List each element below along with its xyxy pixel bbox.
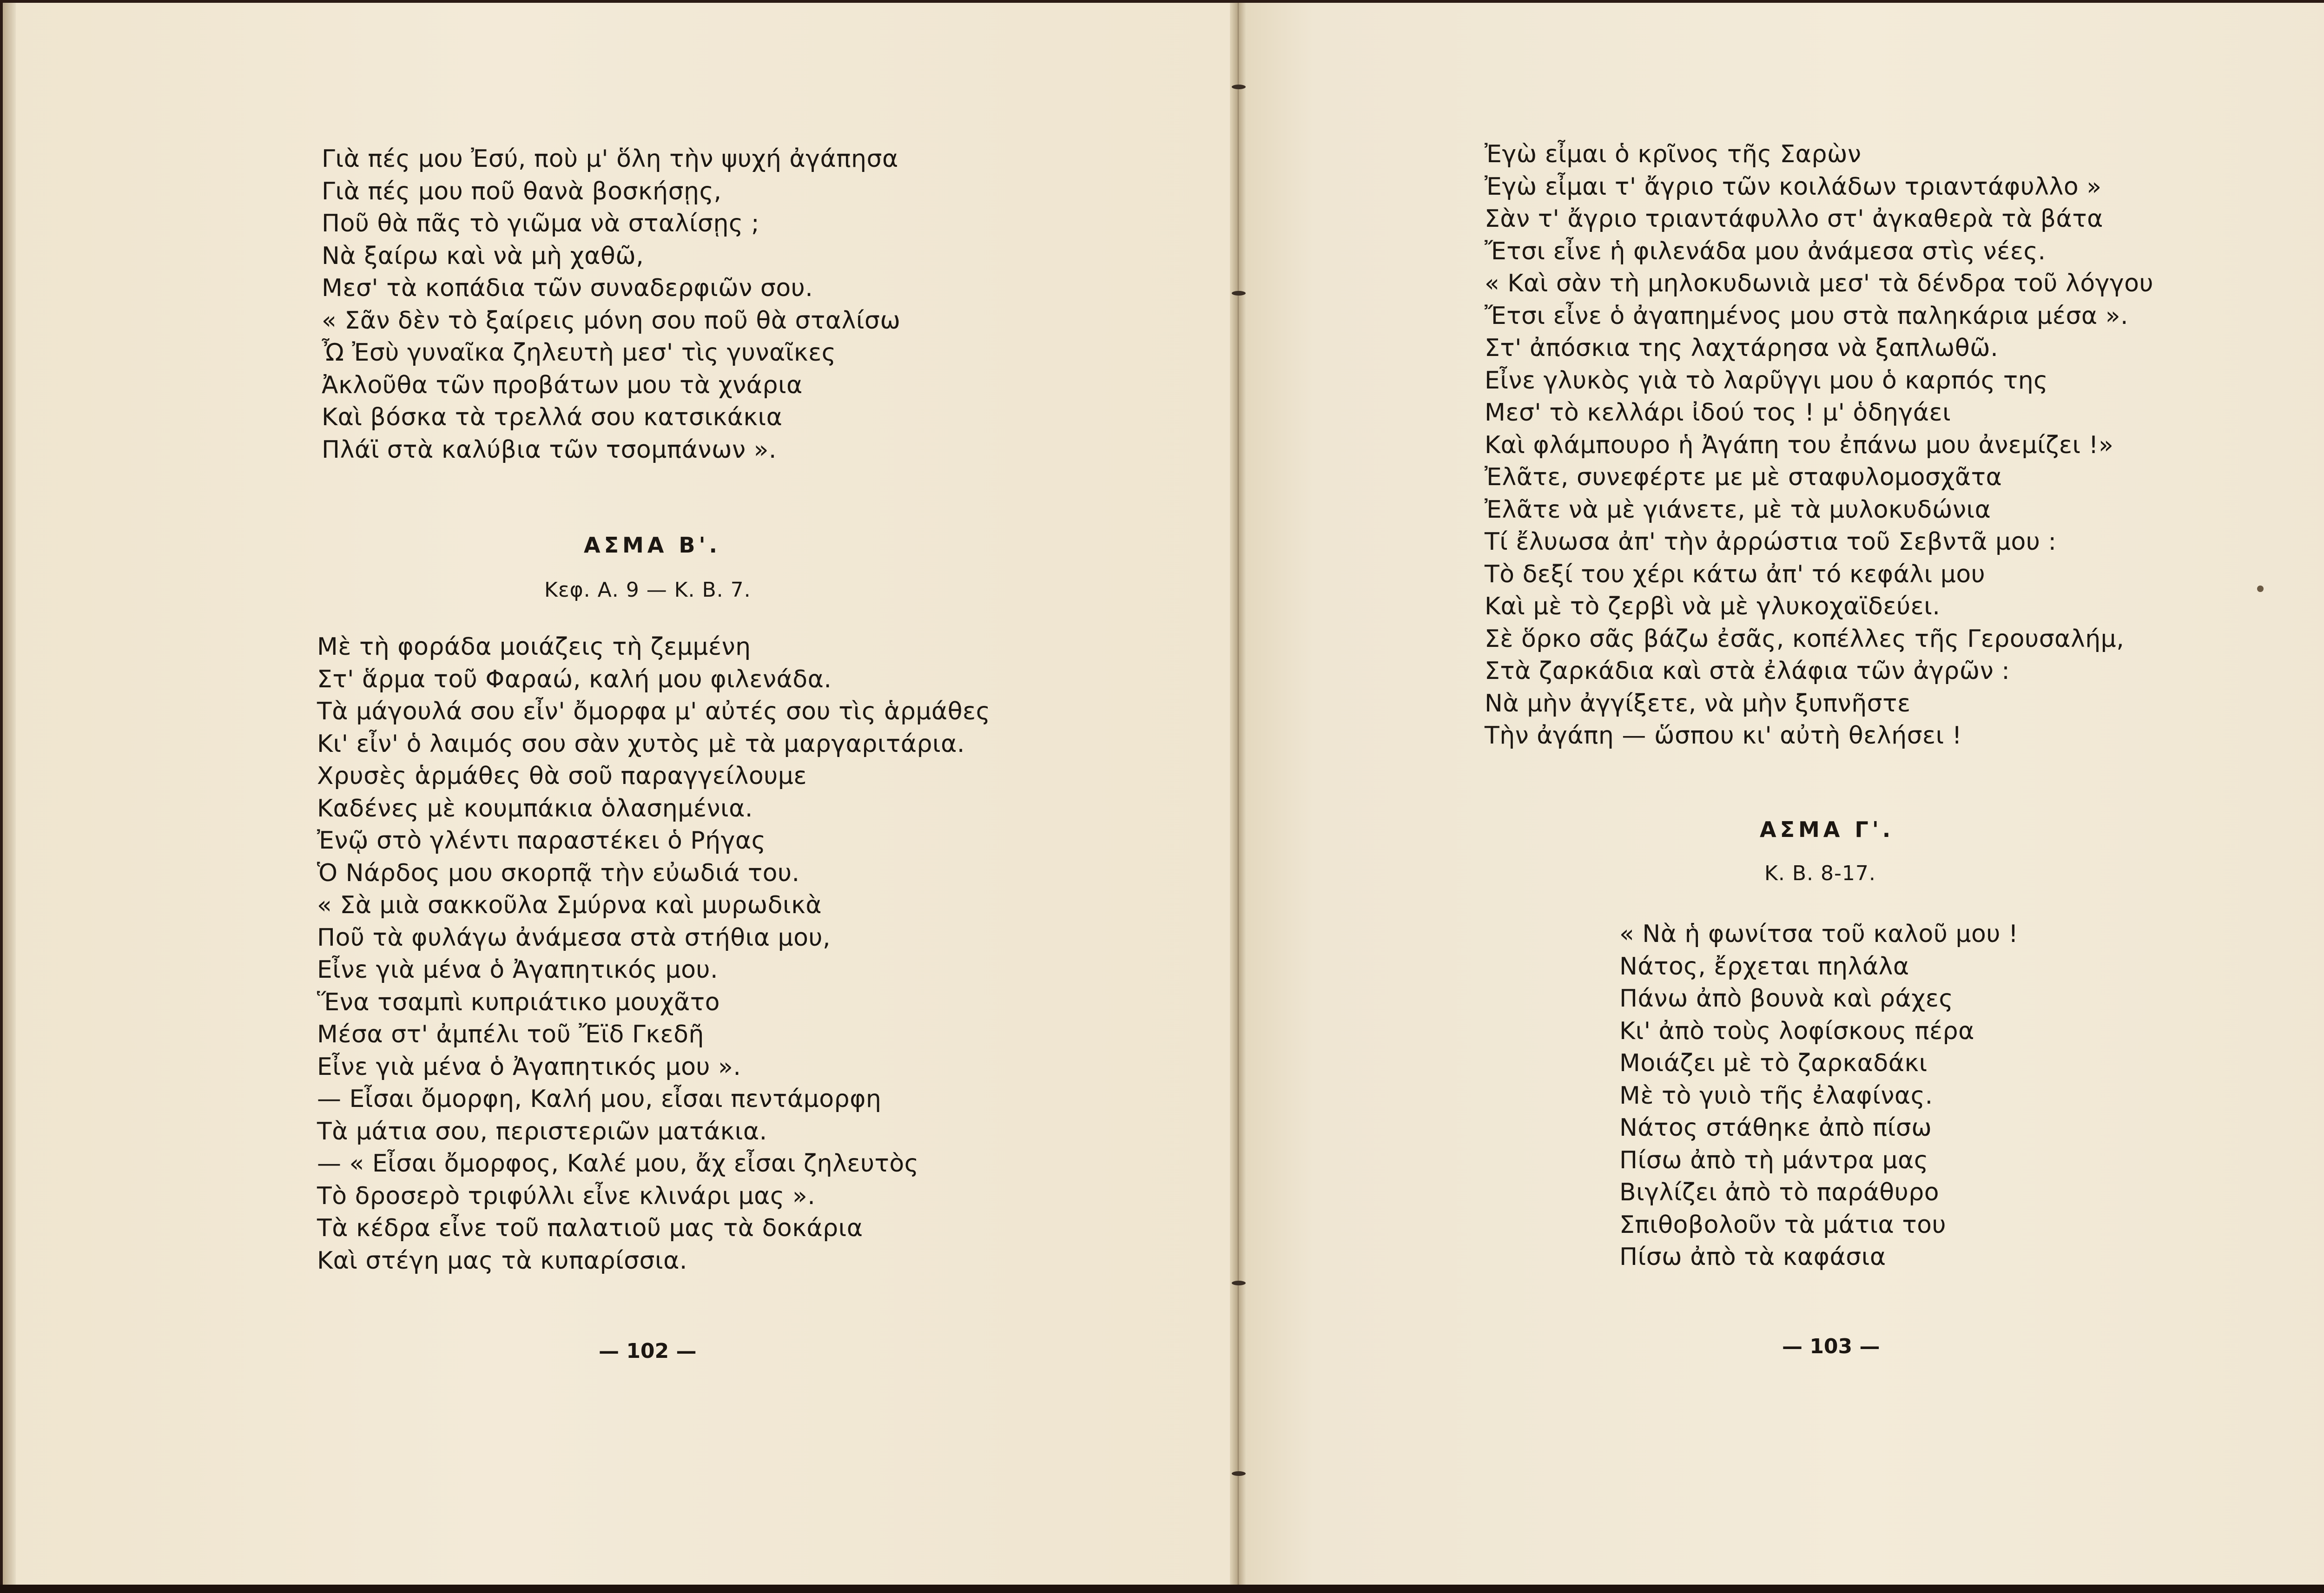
text-line: Σὰν τ' ἄγριο τριαντάφυλλο στ' ἀγκαθερὰ τὰ βάτα [1485, 205, 2103, 233]
text-line: Τὰ μάγουλά σου εἶν' ὄμορφα μ' αὐτές σου τὶς ἁρμάθες [317, 698, 990, 725]
text-line: Πάνω ἀπὸ βουνὰ καὶ ράχες [1619, 985, 1954, 1013]
text-line: Μὲ τὴ φοράδα μοιάζεις τὴ ζεμμένη [317, 633, 751, 661]
text-line: — « Εἶσαι ὄμορφος, Καλέ μου, ἄχ εἶσαι ζηλευτὸς [317, 1150, 919, 1178]
text-line: Καδένες μὲ κουμπάκια ὁλασημένια. [317, 794, 753, 823]
text-line: Γιὰ πές μου ποῦ θανὰ βοσκήσῃς, [322, 177, 722, 205]
text-line: Εἶνε γιὰ μένα ὁ Ἀγαπητικός μου. [317, 956, 719, 984]
text-line: Νὰ μὴν ἀγγίξετε, νὰ μὴν ξυπνῆστε [1485, 689, 1911, 718]
text-line: Βιγλίζει ἀπὸ τὸ παράθυρο [1619, 1178, 1940, 1206]
text-line: Ἐγὼ εἶμαι τ' ἄγριο τῶν κοιλάδων τριαντάφυλλο » [1485, 172, 2102, 201]
text-line: Πίσω ἀπὸ τὴ μάντρα μας [1619, 1146, 1928, 1174]
text-line: Κι' εἶν' ὁ λαιμός σου σὰν χυτὸς μὲ τὰ μαργαριτάρια. [317, 730, 965, 758]
text-line: Νάτος, ἔρχεται πηλάλα [1619, 952, 1909, 981]
text-line: Τὸ δροσερὸ τριφύλλι εἶνε κλινάρι μας ». [317, 1182, 816, 1210]
text-line: Ἐλᾶτε, συνεφέρτε με μὲ σταφυλομοσχᾶτα [1485, 463, 2002, 491]
text-line: Καὶ μὲ τὸ ζερβὶ νὰ μὲ γλυκοχαϊδεύει. [1485, 592, 1941, 620]
text-line: Εἶνε γλυκὸς γιὰ τὸ λαρῦγγι μου ὁ καρπός της [1485, 366, 2048, 395]
poem-main [1485, 138, 2153, 752]
text-line: Στ' ἅρμα τοῦ Φαραώ, καλή μου φιλενάδα. [317, 665, 832, 693]
book-gutter [1230, 3, 1247, 1585]
text-line: « Καὶ σὰν τὴ μηλοκυδωνιὰ μεσ' τὰ δένδρα τοῦ λόγγου [1485, 270, 2154, 297]
text-line: Μεσ' τὰ κοπάδια τῶν συναδερφιῶν σου. [322, 274, 813, 302]
text-line: « Σᾶν δὲν τὸ ξαίρεις μόνη σου ποῦ θὰ σταλίσω [322, 306, 901, 335]
text-line: Ποῦ τὰ φυλάγω ἀνάμεσα στὰ στήθια μου, [317, 923, 831, 952]
poem-intro [322, 143, 900, 466]
text-line: Τὰ μάτια σου, περιστεριῶν ματάκια. [317, 1117, 767, 1145]
page-number: — 103 — [1782, 1335, 1880, 1358]
text-line: « Σὰ μιὰ σακκοῦλα Σμύρνα καὶ μυρωδικὰ [317, 891, 822, 919]
text-line: Τὴν ἀγάπη — ὥσπου κι' αὐτὴ θελήσει ! [1485, 722, 1962, 750]
section-reference: Κ. Β. 8-17. [1764, 862, 1876, 885]
text-line: Ὁ Νάρδος μου σκορπᾷ τὴν εὐωδιά του. [317, 859, 800, 887]
text-line: Γιὰ πές μου Ἐσύ, ποὺ μ' ὅλη τὴν ψυχή ἀγάπησα [322, 145, 898, 173]
text-line: Σὲ ὅρκο σᾶς βάζω ἐσᾶς, κοπέλλες τῆς Γερουσαλήμ, [1485, 625, 2125, 653]
section-heading: ΑΣΜΑ Γ'. [1760, 817, 1895, 842]
text-line: Ἐλᾶτε νὰ μὲ γιάνετε, μὲ τὰ μυλοκυδώνια [1485, 495, 1991, 524]
page-number: — 102 — [599, 1339, 697, 1363]
text-line: Ἐνῷ στὸ γλέντι παραστέκει ὁ Ρήγας [317, 827, 766, 855]
binding-stitch [1232, 291, 1246, 296]
text-line: Χρυσὲς ἁρμάθες θὰ σοῦ παραγγείλουμε [317, 762, 807, 790]
text-line: Μέσα στ' ἀμπέλι τοῦ Ἔϊδ Γκεδῆ [317, 1020, 704, 1048]
text-line: Νάτος στάθηκε ἀπὸ πίσω [1619, 1114, 1932, 1142]
text-line: Κι' ἀπὸ τοὺς λοφίσκους πέρα [1619, 1017, 1974, 1045]
page-edge-left [3, 3, 16, 1585]
poem-second [1619, 918, 2018, 1274]
text-line: Στὰ ζαρκάδια καὶ στὰ ἐλάφια τῶν ἀγρῶν : [1485, 657, 2010, 685]
text-line: Ἔτσι εἶνε ὁ ἀγαπημένος μου στὰ παληκάρια μέσα ». [1485, 302, 2129, 330]
text-line: Ἔτσι εἶνε ἡ φιλενάδα μου ἀνάμεσα στὶς νέες. [1485, 237, 2046, 265]
binding-stitch [1232, 1281, 1246, 1285]
text-line: Μὲ τὸ γυιὸ τῆς ἐλαφίνας. [1619, 1081, 1933, 1110]
text-line: Τί ἔλυωσα ἀπ' τὴν ἀρρώστια τοῦ Σεβντᾶ μου : [1485, 528, 2057, 556]
text-line: Ἕνα τσαμπὶ κυπριάτικο μουχᾶτο [317, 988, 720, 1016]
book-spread [3, 3, 2324, 1585]
text-line: Ἀκλοῦθα τῶν προβάτων μου τὰ χνάρια [322, 371, 803, 399]
text-line: Στ' ἀπόσκια της λαχτάρησα νὰ ξαπλωθῶ. [1485, 334, 1999, 362]
left-page [3, 3, 1235, 1585]
right-page [1239, 3, 2324, 1585]
text-line: Καὶ στέγη μας τὰ κυπαρίσσια. [317, 1246, 687, 1275]
text-line: Ὦ Ἐσὺ γυναῖκα ζηλευτὴ μεσ' τὶς γυναῖκες [322, 339, 836, 367]
text-line: Τὸ δεξί του χέρι κάτω ἀπ' τό κεφάλι μου [1485, 560, 1986, 588]
text-line: Μοιάζει μὲ τὸ ζαρκαδάκι [1619, 1049, 1928, 1077]
background-edge [0, 1585, 2324, 1593]
text-line: Καὶ βόσκα τὰ τρελλά σου κατσικάκια [322, 403, 783, 431]
text-line: « Νὰ ἡ φωνίτσα τοῦ καλοῦ μου ! [1619, 920, 2019, 948]
text-line: Εἶνε γιὰ μένα ὁ Ἀγαπητικός μου ». [317, 1053, 741, 1081]
text-line: Ποῦ θὰ πᾶς τὸ γιῶμα νὰ σταλίσῃς ; [322, 210, 759, 237]
text-line: Καὶ φλάμπουρο ἡ Ἀγάπη του ἐπάνω μου ἀνεμίζει !» [1485, 431, 2114, 459]
text-line: Ἐγὼ εἶμαι ὁ κρῖνος τῆς Σαρὼν [1485, 140, 1862, 168]
binding-stitch [1232, 85, 1246, 89]
text-line: Σπιθοβολοῦν τὰ μάτια του [1619, 1211, 1947, 1239]
ink-spot [2257, 586, 2264, 592]
poem-main [317, 631, 990, 1277]
section-heading: ΑΣΜΑ Β'. [584, 533, 721, 558]
text-line: Πίσω ἀπὸ τὰ καφάσια [1619, 1243, 1886, 1271]
text-line: — Εἶσαι ὄμορφη, Καλή μου, εἶσαι πεντάμορφη [317, 1085, 882, 1113]
text-line: Τὰ κέδρα εἶνε τοῦ παλατιοῦ μας τὰ δοκάρια [317, 1214, 863, 1242]
text-line: Μεσ' τὸ κελλάρι ἰδού τος ! μ' ὁδηγάει [1485, 399, 1951, 427]
section-reference: Κεφ. Α. 9 — Κ. Β. 7. [544, 578, 751, 602]
binding-stitch [1232, 1471, 1246, 1476]
text-line: Πλάϊ στὰ καλύβια τῶν τσομπάνων ». [322, 435, 777, 464]
text-line: Νὰ ξαίρω καὶ νὰ μὴ χαθῶ, [322, 242, 644, 270]
